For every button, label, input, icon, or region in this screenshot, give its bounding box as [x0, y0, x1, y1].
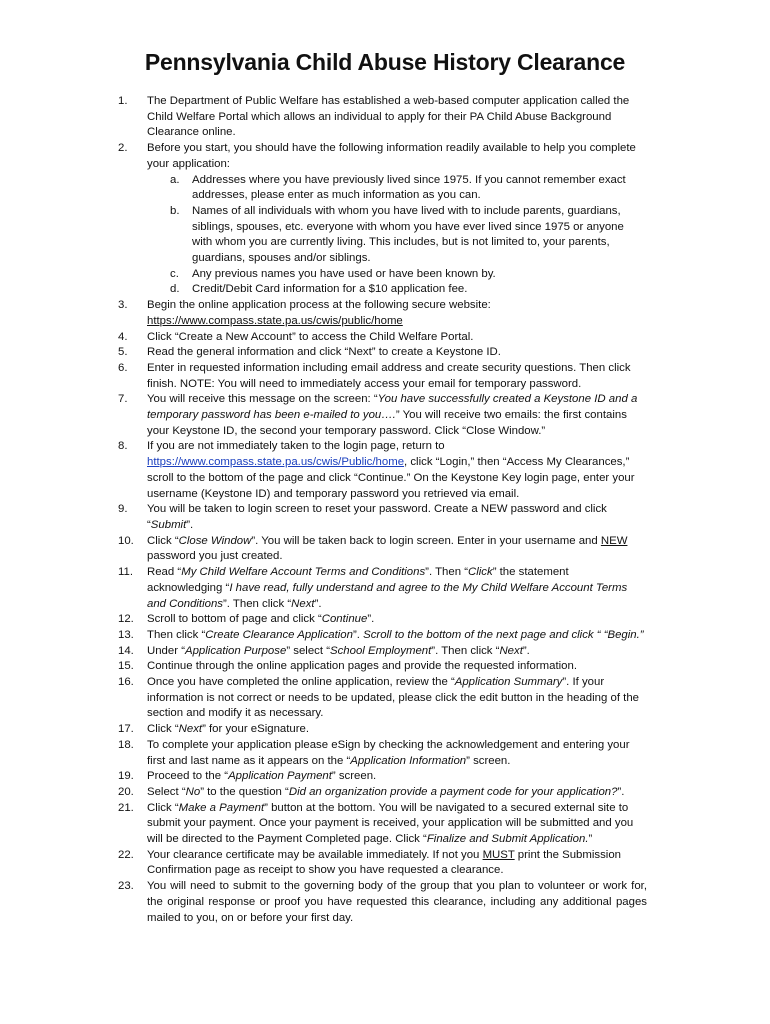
emphasis-text: Next [291, 597, 315, 610]
item-text: ”. [186, 518, 194, 531]
list-item [0, 392, 647, 439]
item-number: 23. [118, 880, 134, 893]
item-text: To complete your application please eSign by checking the acknowledgement and entering your first and last name as it appears on the “ [147, 738, 630, 767]
item-text: Enter in requested information including email address and create security questions. Then click finish. NOTE: You will need to immediately access your email for temporary password. [147, 361, 631, 390]
item-text: Read “ [147, 566, 182, 579]
list-item [0, 628, 647, 644]
list-item [0, 801, 647, 848]
sub-item-letter: c. [170, 267, 179, 280]
item-number: 17. [118, 723, 134, 736]
emphasis-text: I have read, fully understand and agree to the My Child Welfare Account Terms and Conditions [147, 581, 628, 610]
item-number: 14. [118, 644, 134, 657]
item-number: 3. [118, 299, 128, 312]
item-number: 15. [118, 660, 134, 673]
emphasis-text: Close Window [178, 534, 252, 547]
list-item [0, 644, 647, 660]
item-number: 21. [118, 801, 134, 814]
list-item [0, 722, 647, 738]
list-item [0, 785, 647, 801]
emphasis-text: No [185, 785, 201, 798]
sub-item-letter: b. [170, 204, 180, 217]
item-number: 9. [118, 503, 128, 516]
list-item [0, 848, 647, 879]
item-text: Scroll to bottom of page and click “ [147, 613, 322, 626]
item-number: 18. [118, 738, 134, 751]
item-text: ”. [522, 644, 530, 657]
item-text: ”. Then “ [425, 566, 468, 579]
item-number: 1. [118, 95, 128, 107]
item-text: ”. You will be taken back to login screen. Enter in your username and [251, 534, 601, 547]
item-text: Read the general information and click “Next” to create a Keystone ID. [147, 346, 501, 359]
item-text: You will be taken to login screen to reset your password. Create a NEW password and click “ [147, 503, 607, 531]
list-item [0, 361, 647, 392]
item-text: ”. Then click “ [223, 597, 292, 610]
item-number: 20. [118, 785, 134, 798]
item-text: ” select “ [286, 644, 330, 657]
item-number: 7. [118, 393, 128, 406]
item-text: , click “Login,” then “Access My Clearances,” scroll to the bottom of the page and click “Continue.” On the Keystone Key login page, enter your username (Keystone ID) and temporary password you retrieved via email. [147, 456, 635, 500]
item-text: Before you start, you should have the following information readily available to help you complete your application: [147, 142, 636, 170]
list-item [0, 439, 647, 502]
item-number: 8. [118, 440, 128, 453]
item-text: ”. [314, 597, 322, 610]
emphasis-text: Click [468, 566, 493, 579]
item-text: ” to the question “ [200, 785, 289, 798]
item-number: 10. [118, 534, 134, 547]
sub-list-item [0, 267, 642, 283]
sub-list-item [0, 173, 642, 204]
emphasis-text: Did an organization provide a payment code for your application? [288, 785, 618, 798]
emphasis-text: Next [499, 644, 523, 657]
emphasis-text: Next [178, 723, 203, 736]
item-number: 5. [118, 346, 128, 359]
list-item [0, 534, 647, 565]
sub-list-item [0, 204, 642, 267]
item-text: ”. [617, 785, 625, 798]
item-text: ” screen. [466, 754, 511, 767]
emphasis-text: Application Purpose [184, 644, 287, 657]
emphasis-text: Make a Payment [178, 801, 265, 814]
item-number: 4. [118, 330, 128, 343]
item-text: Proceed to the “ [147, 770, 229, 783]
emphasis-text: Finalize and Submit Application. [426, 833, 589, 846]
item-text: ”. [367, 613, 375, 626]
item-text: ” screen. [331, 770, 377, 783]
item-text: password you just created. [147, 550, 283, 563]
list-item [0, 659, 647, 675]
item-text: You will receive this message on the screen: “ [147, 393, 378, 406]
item-text: Under “ [147, 644, 185, 657]
item-text: Credit/Debit Card information for a $10 application fee. [192, 283, 468, 296]
item-text: ”. If your information is not correct or needs to be updated, please click the edit button in the heading of the section and modify it as necessary. [147, 676, 640, 720]
item-text: ”. [352, 628, 364, 641]
item-text: Click “ [147, 723, 179, 736]
emphasis-text: Application Summary [454, 676, 563, 689]
item-text: Continue through the online application pages and provide the requested information. [147, 660, 577, 673]
emphasis-text: Application Payment [228, 770, 332, 783]
item-text: ” [588, 833, 593, 846]
list-item [0, 612, 647, 628]
list-item [0, 345, 647, 361]
list-item [0, 879, 647, 926]
sub-item-letter: a. [170, 173, 180, 186]
item-text: If you are not immediately taken to the login page, return to [147, 440, 445, 453]
instruction-list [0, 94, 770, 926]
list-item [0, 769, 647, 785]
emphasis-text: Continue [321, 613, 368, 626]
item-text: Once you have completed the online application, review the “ [147, 676, 455, 689]
underlined-text: NEW [600, 534, 628, 547]
item-text: ” for your eSignature. [202, 723, 310, 736]
item-number: 19. [118, 770, 134, 783]
emphasis-text: You have successfully created a Keystone ID and a temporary password has been e-mailed to you…. [147, 393, 638, 422]
item-text: You will need to submit to the governing body of the group that you plan to volunteer or work for, the original response or proof you have requested this clearance, including any additional pages mailed to you, on or before your first day. [147, 880, 647, 924]
item-text: ” the statement acknowledging “ [147, 566, 569, 594]
list-item [0, 565, 647, 612]
item-text: print the Submission Confirmation page as receipt to show you have requested a clearance. [147, 848, 622, 877]
item-text: Names of all individuals with whom you have lived with to include parents, guardians, siblings, spouses, etc. everyone with whom you have ever lived since 1975 or anyone with whom you are currently living. This includes, but is not limited to, your parents, guardians, spouses and/or siblings. [192, 204, 624, 265]
list-item [0, 502, 647, 533]
item-number: 6. [118, 361, 128, 374]
item-text: ”. Then click “ [431, 644, 500, 657]
item-text: Select “ [147, 785, 186, 798]
page-title: Pennsylvania Child Abuse History Clearance [144, 49, 626, 75]
emphasis-text: Application Information [350, 754, 467, 767]
item-text: The Department of Public Welfare has established a web-based computer application called the Child Welfare Portal which allows an individual to apply for their PA Child Abuse Background Clearance online. [147, 95, 630, 139]
item-text: Click “Create a New Account” to access the Child Welfare Portal. [147, 330, 474, 343]
item-number: 12. [118, 613, 134, 626]
list-item [0, 738, 647, 769]
emphasis-text: Submit [150, 518, 187, 531]
item-number: 13. [118, 628, 134, 641]
sub-list-item [0, 282, 642, 298]
emphasis-text: School Employment [329, 644, 432, 657]
sub-item-letter: d. [170, 283, 180, 296]
emphasis-text: Create Clearance Application [205, 628, 353, 641]
item-number: 11. [118, 566, 133, 579]
login-page-link[interactable]: https://www.compass.state.pa.us/cwis/Public/home [147, 456, 405, 469]
emphasis-text: Scroll to the bottom of the next page and click “ “Begin.” [363, 628, 644, 641]
list-item [0, 94, 647, 141]
item-text: Click “ [147, 801, 179, 814]
list-item [0, 330, 647, 346]
item-text: Addresses where you have previously lived since 1975. If you cannot remember exact addresses, please enter as much information as you can. [192, 173, 626, 202]
list-item [0, 298, 647, 329]
item-text: ” button at the bottom. You will be navigated to a secured external site to submit your payment. Once your payment is received, your application will be submitted and you will be directed to the Payment Completed page. Click “ [147, 801, 634, 846]
item-text: Your clearance certificate may be available immediately. If not you [147, 848, 483, 861]
item-number: 16. [118, 676, 134, 689]
website-url[interactable]: https://www.compass.state.pa.us/cwis/public/home [147, 314, 403, 327]
item-text: Begin the online application process at the following secure website: [147, 299, 491, 312]
item-text: ” You will receive two emails: the first contains your Keystone ID, the second your temporary password. Click “Close Window.” [147, 409, 627, 437]
item-text: Click “ [147, 534, 179, 547]
underlined-text: MUST [482, 848, 515, 861]
item-text: Any previous names you have used or have been known by. [192, 267, 496, 280]
list-item [0, 141, 647, 172]
list-item [0, 675, 647, 722]
item-text: Then click “ [147, 628, 206, 641]
item-number: 2. [118, 142, 128, 155]
item-number: 22. [118, 848, 134, 861]
emphasis-text: My Child Welfare Account Terms and Conditions [181, 566, 426, 579]
